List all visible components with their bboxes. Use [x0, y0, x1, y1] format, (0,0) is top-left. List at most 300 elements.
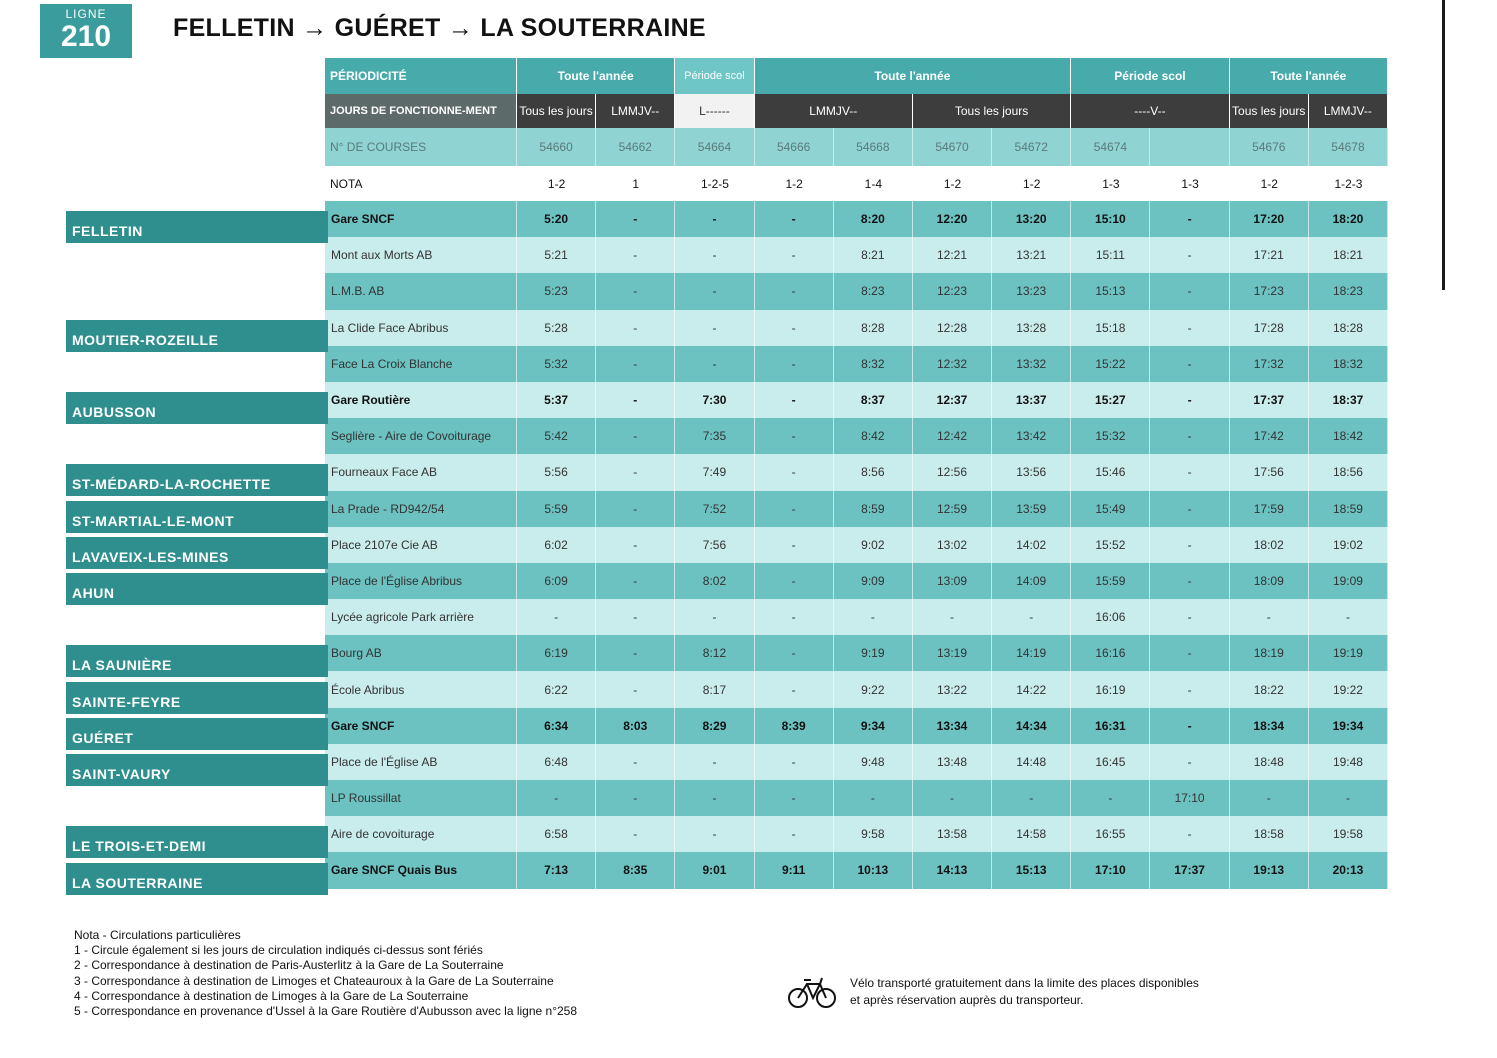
stop-name: La Prade - RD942/54	[325, 491, 517, 527]
time-cell: -	[834, 780, 913, 816]
time-cell: -	[596, 454, 675, 490]
time-cell: -	[1150, 237, 1229, 273]
town-label: LA SOUTERRAINE	[66, 863, 328, 895]
time-cell: 12:32	[913, 346, 992, 382]
time-cell: -	[1071, 780, 1150, 816]
time-cell: 13:37	[992, 382, 1071, 418]
bike-note-line1: Vélo transporté gratuitement dans la limite des places disponibles	[850, 976, 1199, 990]
time-cell: 13:19	[913, 635, 992, 671]
stop-row	[325, 454, 1388, 490]
time-cell: 8:21	[834, 237, 913, 273]
time-cell: -	[755, 273, 834, 309]
time-cell: 12:59	[913, 491, 992, 527]
stop-name: Gare SNCF	[325, 708, 517, 744]
note-line: 1 - Circule également si les jours de circulation indiqués ci-dessus sont fériés	[74, 943, 483, 958]
time-cell: 14:19	[992, 635, 1071, 671]
time-cell: 17:28	[1230, 310, 1309, 346]
stop-row	[325, 852, 1388, 888]
town-label: LE TROIS-ET-DEMI	[66, 826, 328, 858]
time-cell: 6:48	[517, 744, 596, 780]
time-cell: -	[1150, 671, 1229, 707]
time-cell: 5:32	[517, 346, 596, 382]
stop-name: Lycée agricole Park arrière	[325, 599, 517, 635]
nota-label: NOTA	[330, 176, 363, 191]
time-cell: 18:34	[1230, 708, 1309, 744]
time-cell: 14:22	[992, 671, 1071, 707]
stop-row	[325, 418, 1388, 454]
days-cell: LMMJV--	[1309, 94, 1388, 128]
nota-cell: 1-2-5	[700, 176, 729, 191]
time-cell: 8:03	[596, 708, 675, 744]
timetable-body	[325, 201, 1388, 889]
stop-row	[325, 310, 1388, 346]
bike-note-line2: et après réservation auprès du transporteur.	[850, 993, 1084, 1007]
time-cell: 18:21	[1309, 237, 1388, 273]
town-label: LA SAUNIÈRE	[66, 645, 328, 677]
stop-row	[325, 671, 1388, 707]
time-cell: 12:28	[913, 310, 992, 346]
time-cell: -	[755, 382, 834, 418]
time-cell: 8:42	[834, 418, 913, 454]
time-cell: -	[755, 201, 834, 237]
time-cell: 7:56	[675, 527, 754, 563]
nota-cell: 1-2	[547, 176, 566, 191]
stop-name: L.M.B. AB	[325, 273, 517, 309]
time-cell: 5:20	[517, 201, 596, 237]
town-label: AUBUSSON	[66, 392, 328, 424]
time-cell: -	[755, 599, 834, 635]
nota-cell: 1-2	[1260, 176, 1278, 191]
time-cell: -	[992, 599, 1071, 635]
time-cell: -	[596, 310, 675, 346]
course-number	[1150, 128, 1229, 166]
time-cell: 10:13	[834, 852, 913, 888]
time-cell: -	[517, 780, 596, 816]
course-numbers-label: N° DE COURSES	[325, 128, 517, 166]
notes-heading: Nota - Circulations particulières	[74, 928, 241, 942]
time-cell: 7:49	[675, 454, 754, 490]
time-cell: 5:23	[517, 273, 596, 309]
time-cell: -	[1150, 816, 1229, 852]
time-cell: 16:45	[1071, 744, 1150, 780]
stop-row	[325, 744, 1388, 780]
time-cell: -	[596, 635, 675, 671]
nota-cell: 1-4	[864, 176, 882, 191]
periodicity-row	[325, 58, 1388, 94]
time-cell: -	[755, 671, 834, 707]
time-cell: -	[755, 563, 834, 599]
time-cell: 8:17	[675, 671, 754, 707]
course-number: 54660	[517, 128, 596, 166]
time-cell: 17:32	[1230, 346, 1309, 382]
time-cell: 7:13	[517, 852, 596, 888]
time-cell: -	[1309, 599, 1388, 635]
time-cell: 13:23	[992, 273, 1071, 309]
time-cell: 9:01	[675, 852, 754, 888]
time-cell: 16:55	[1071, 816, 1150, 852]
time-cell: 8:12	[675, 635, 754, 671]
time-cell: 9:09	[834, 563, 913, 599]
time-cell: 8:37	[834, 382, 913, 418]
operating-days-row	[325, 94, 1388, 128]
course-numbers-row	[325, 128, 1388, 166]
time-cell: 15:18	[1071, 310, 1150, 346]
time-cell: 8:29	[675, 708, 754, 744]
time-cell: 6:34	[517, 708, 596, 744]
time-cell: 18:32	[1309, 346, 1388, 382]
time-cell: 12:42	[913, 418, 992, 454]
town-label: SAINT-VAURY	[66, 754, 328, 786]
time-cell: 17:59	[1230, 491, 1309, 527]
time-cell: 19:48	[1309, 744, 1388, 780]
time-cell: -	[1150, 744, 1229, 780]
time-cell: 18:20	[1309, 201, 1388, 237]
time-cell: 13:59	[992, 491, 1071, 527]
town-label: AHUN	[66, 573, 328, 605]
time-cell: 15:52	[1071, 527, 1150, 563]
time-cell: -	[675, 744, 754, 780]
time-cell: -	[755, 635, 834, 671]
time-cell: -	[1230, 599, 1309, 635]
line-badge	[40, 4, 132, 58]
stop-name: Gare Routière	[325, 382, 517, 418]
time-cell: 14:02	[992, 527, 1071, 563]
time-cell: 18:37	[1309, 382, 1388, 418]
line-badge-label: LIGNE	[65, 7, 107, 21]
time-cell: 18:09	[1230, 563, 1309, 599]
time-cell: 9:02	[834, 527, 913, 563]
town-label: ST-MÉDARD-LA-ROCHETTE	[66, 464, 328, 496]
time-cell: 18:59	[1309, 491, 1388, 527]
time-cell: 16:31	[1071, 708, 1150, 744]
stop-name: Mont aux Morts AB	[325, 237, 517, 273]
time-cell: -	[596, 816, 675, 852]
time-cell: 13:28	[992, 310, 1071, 346]
time-cell: 18:56	[1309, 454, 1388, 490]
time-cell: -	[1150, 310, 1229, 346]
time-cell: 9:34	[834, 708, 913, 744]
time-cell: -	[1150, 527, 1229, 563]
time-cell: -	[596, 527, 675, 563]
stop-name: Face La Croix Blanche	[325, 346, 517, 382]
stop-name: Seglière - Aire de Covoiturage	[325, 418, 517, 454]
stop-row	[325, 780, 1388, 816]
time-cell: -	[1309, 780, 1388, 816]
time-cell: 18:28	[1309, 310, 1388, 346]
town-label: FELLETIN	[66, 211, 328, 243]
time-cell: 8:59	[834, 491, 913, 527]
time-cell: -	[596, 237, 675, 273]
time-cell: -	[755, 346, 834, 382]
course-number: 54664	[675, 128, 754, 166]
nota-cell: 1-2-3	[1334, 176, 1363, 191]
time-cell: 7:30	[675, 382, 754, 418]
time-cell: 18:23	[1309, 273, 1388, 309]
time-cell: 19:09	[1309, 563, 1388, 599]
town-label: LAVAVEIX-LES-MINES	[66, 537, 328, 569]
nota-cell: 1-3	[1102, 176, 1120, 191]
time-cell: 6:02	[517, 527, 596, 563]
time-cell: 19:02	[1309, 527, 1388, 563]
days-cell: Tous les jours	[1230, 94, 1309, 128]
time-cell: 8:23	[834, 273, 913, 309]
time-cell: 19:22	[1309, 671, 1388, 707]
period-cell: Toute l'année	[517, 58, 675, 94]
time-cell: 13:09	[913, 563, 992, 599]
timetable	[325, 58, 1388, 889]
time-cell: 8:35	[596, 852, 675, 888]
course-number: 54672	[992, 128, 1071, 166]
time-cell: 19:19	[1309, 635, 1388, 671]
stop-row	[325, 237, 1388, 273]
time-cell: 14:48	[992, 744, 1071, 780]
time-cell: 14:58	[992, 816, 1071, 852]
route-title: FELLETIN → GUÉRET → LA SOUTERRAINE	[173, 14, 706, 42]
course-number: 54662	[596, 128, 675, 166]
stop-row	[325, 491, 1388, 527]
time-cell: 13:48	[913, 744, 992, 780]
time-cell: -	[596, 671, 675, 707]
time-cell: -	[596, 418, 675, 454]
days-cell: LMMJV--	[596, 94, 675, 128]
time-cell: -	[596, 744, 675, 780]
note-line: 2 - Correspondance à destination de Paris-Austerlitz à la Gare de La Souterraine	[74, 958, 504, 973]
time-cell: 19:34	[1309, 708, 1388, 744]
time-cell: 13:56	[992, 454, 1071, 490]
time-cell: -	[755, 454, 834, 490]
time-cell: 17:23	[1230, 273, 1309, 309]
stop-row	[325, 382, 1388, 418]
time-cell: 16:19	[1071, 671, 1150, 707]
note-line: 4 - Correspondance à destination de Limoges à la Gare de La Souterraine	[74, 988, 469, 1003]
time-cell: 19:13	[1230, 852, 1309, 888]
stop-name: Bourg AB	[325, 635, 517, 671]
days-cell: ----V--	[1071, 94, 1229, 128]
time-cell: 9:48	[834, 744, 913, 780]
time-cell: 16:16	[1071, 635, 1150, 671]
time-cell: 18:42	[1309, 418, 1388, 454]
time-cell: 5:37	[517, 382, 596, 418]
time-cell: 9:58	[834, 816, 913, 852]
time-cell: -	[596, 491, 675, 527]
nota-row	[325, 166, 1388, 201]
stop-name: Fourneaux Face AB	[325, 454, 517, 490]
stop-row	[325, 708, 1388, 744]
stop-name: Place 2107e Cie AB	[325, 527, 517, 563]
time-cell: 9:11	[755, 852, 834, 888]
days-cell: LMMJV--	[755, 94, 913, 128]
stop-name: La Clide Face Abribus	[325, 310, 517, 346]
nota-cell: 1	[632, 176, 640, 191]
bicycle-icon	[787, 974, 837, 1010]
town-label: SAINTE-FEYRE	[66, 682, 328, 714]
time-cell: -	[1150, 599, 1229, 635]
time-cell: 13:21	[992, 237, 1071, 273]
time-cell: -	[755, 418, 834, 454]
time-cell: -	[675, 346, 754, 382]
time-cell: 18:22	[1230, 671, 1309, 707]
time-cell: -	[913, 599, 992, 635]
stop-name: Place de l'Église AB	[325, 744, 517, 780]
time-cell: 17:42	[1230, 418, 1309, 454]
stop-row	[325, 273, 1388, 309]
time-cell: 6:22	[517, 671, 596, 707]
stop-name: Aire de covoiturage	[325, 816, 517, 852]
time-cell: 5:28	[517, 310, 596, 346]
time-cell: 14:09	[992, 563, 1071, 599]
time-cell: -	[755, 816, 834, 852]
time-cell: -	[596, 273, 675, 309]
time-cell: 12:20	[913, 201, 992, 237]
time-cell: 15:22	[1071, 346, 1150, 382]
time-cell: -	[675, 599, 754, 635]
bike-note	[850, 975, 1199, 1009]
nota-cell: 1-2	[1023, 176, 1041, 191]
time-cell: 13:42	[992, 418, 1071, 454]
time-cell: 13:58	[913, 816, 992, 852]
time-cell: -	[992, 780, 1071, 816]
time-cell: 15:59	[1071, 563, 1150, 599]
stop-row	[325, 635, 1388, 671]
time-cell: -	[596, 780, 675, 816]
time-cell: -	[1150, 491, 1229, 527]
stop-row	[325, 527, 1388, 563]
time-cell: 12:56	[913, 454, 992, 490]
time-cell: 13:32	[992, 346, 1071, 382]
time-cell: -	[1150, 708, 1229, 744]
nota-cell: 1-3	[1181, 176, 1199, 191]
course-number: 54674	[1071, 128, 1150, 166]
time-cell: -	[1150, 346, 1229, 382]
period-cell: Toute l'année	[755, 58, 1072, 94]
town-label: MOUTIER-ROZEILLE	[66, 320, 328, 352]
time-cell: -	[913, 780, 992, 816]
time-cell: -	[596, 382, 675, 418]
time-cell: -	[596, 563, 675, 599]
time-cell: 8:32	[834, 346, 913, 382]
time-cell: 18:48	[1230, 744, 1309, 780]
time-cell: 15:32	[1071, 418, 1150, 454]
time-cell: -	[755, 527, 834, 563]
town-label: ST-MARTIAL-LE-MONT	[66, 501, 328, 533]
time-cell: -	[755, 780, 834, 816]
time-cell: -	[596, 346, 675, 382]
time-cell: 7:52	[675, 491, 754, 527]
stop-name: École Abribus	[325, 671, 517, 707]
course-number: 54668	[834, 128, 913, 166]
note-line: 5 - Correspondance en provenance d'Ussel à la Gare Routière d'Aubusson avec la ligne n°258	[74, 1004, 578, 1019]
stop-row	[325, 201, 1388, 237]
time-cell: 9:22	[834, 671, 913, 707]
time-cell: 13:02	[913, 527, 992, 563]
time-cell: -	[675, 237, 754, 273]
time-cell: 14:34	[992, 708, 1071, 744]
time-cell: -	[1150, 201, 1229, 237]
time-cell: 6:19	[517, 635, 596, 671]
time-cell: 16:06	[1071, 599, 1150, 635]
time-cell: 12:37	[913, 382, 992, 418]
periodicity-label: PÉRIODICITÉ	[325, 58, 517, 94]
time-cell: 17:37	[1150, 852, 1229, 888]
time-cell: -	[1230, 780, 1309, 816]
time-cell: 5:56	[517, 454, 596, 490]
time-cell: -	[755, 310, 834, 346]
time-cell: 18:58	[1230, 816, 1309, 852]
time-cell: -	[1150, 418, 1229, 454]
time-cell: 13:34	[913, 708, 992, 744]
time-cell: 15:13	[1071, 273, 1150, 309]
time-cell: 8:39	[755, 708, 834, 744]
time-cell: 15:27	[1071, 382, 1150, 418]
time-cell: -	[755, 491, 834, 527]
time-cell: -	[834, 599, 913, 635]
time-cell: 13:20	[992, 201, 1071, 237]
time-cell: -	[755, 237, 834, 273]
time-cell: 18:19	[1230, 635, 1309, 671]
time-cell: -	[675, 780, 754, 816]
time-cell: -	[755, 744, 834, 780]
stop-name: LP Roussillat	[325, 780, 517, 816]
time-cell: -	[596, 599, 675, 635]
time-cell: -	[1150, 635, 1229, 671]
time-cell: -	[675, 310, 754, 346]
period-cell: Toute l'année	[1230, 58, 1388, 94]
course-number: 54670	[913, 128, 992, 166]
course-number: 54666	[755, 128, 834, 166]
time-cell: 15:13	[992, 852, 1071, 888]
days-cell: L------	[675, 94, 754, 128]
line-number: 210	[60, 20, 112, 53]
time-cell: 12:21	[913, 237, 992, 273]
operating-days-label: JOURS DE FONCTIONNE-MENT	[325, 94, 517, 128]
time-cell: -	[1150, 382, 1229, 418]
page-edge-line	[1442, 0, 1445, 290]
course-number: 54676	[1230, 128, 1309, 166]
period-cell: Période scol	[1071, 58, 1229, 94]
time-cell: 13:22	[913, 671, 992, 707]
time-cell: -	[596, 201, 675, 237]
time-cell: -	[1150, 563, 1229, 599]
time-cell: -	[517, 599, 596, 635]
stop-row	[325, 563, 1388, 599]
time-cell: 15:49	[1071, 491, 1150, 527]
stop-row	[325, 599, 1388, 635]
time-cell: 17:56	[1230, 454, 1309, 490]
time-cell: 5:59	[517, 491, 596, 527]
stop-name: Place de l'Église Abribus	[325, 563, 517, 599]
time-cell: 17:37	[1230, 382, 1309, 418]
time-cell: 17:10	[1071, 852, 1150, 888]
time-cell: -	[675, 201, 754, 237]
time-cell: 7:35	[675, 418, 754, 454]
time-cell: 5:42	[517, 418, 596, 454]
days-cell: Tous les jours	[517, 94, 596, 128]
time-cell: 18:02	[1230, 527, 1309, 563]
time-cell: 5:21	[517, 237, 596, 273]
time-cell: 8:56	[834, 454, 913, 490]
time-cell: 8:20	[834, 201, 913, 237]
time-cell: 8:02	[675, 563, 754, 599]
days-cell: Tous les jours	[913, 94, 1071, 128]
time-cell: 8:28	[834, 310, 913, 346]
time-cell: -	[675, 273, 754, 309]
time-cell: 17:10	[1150, 780, 1229, 816]
town-label: GUÉRET	[66, 718, 328, 750]
stop-name: Gare SNCF Quais Bus	[325, 852, 517, 888]
time-cell: 15:46	[1071, 454, 1150, 490]
stop-name: Gare SNCF	[325, 201, 517, 237]
time-cell: 20:13	[1309, 852, 1388, 888]
